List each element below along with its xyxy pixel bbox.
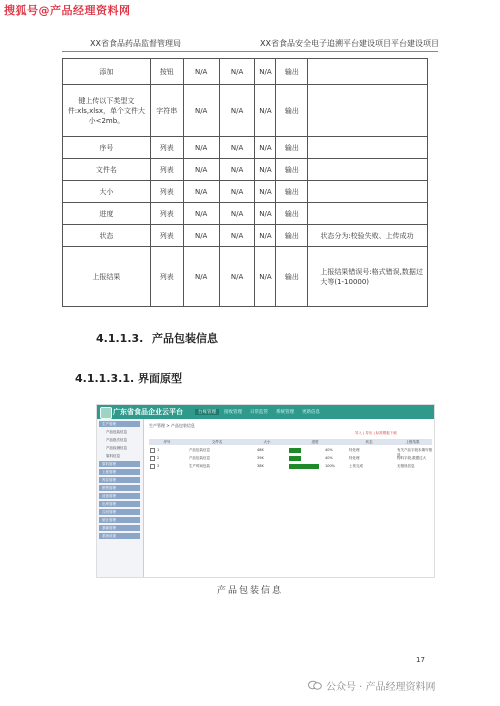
app-sidebar	[97, 419, 144, 577]
section-number: 4.1.1.3.1.	[75, 372, 135, 385]
spec-cell-c3: N/A	[183, 59, 219, 85]
cell-pct: 40%	[325, 448, 333, 452]
spec-cell-c3: N/A	[183, 159, 219, 181]
cell-size: 39K	[257, 456, 264, 460]
sidebar-item[interactable]: 产品检测信息	[106, 446, 127, 450]
sidebar-item[interactable]: 基础管理	[99, 525, 140, 531]
header-rule	[62, 51, 438, 52]
spec-cell-c1: 键上传以下类型文件:xls,xlsx，单个文件大小<2mb。	[63, 85, 151, 137]
sidebar-item[interactable]: 产品包装信息	[106, 430, 127, 434]
spec-row	[63, 181, 428, 203]
app-title: 广东省食品企业云平台	[113, 408, 183, 416]
header-left: XX省食品药品监督管理局	[90, 39, 181, 48]
spec-cell-c7	[308, 137, 428, 159]
spec-cell-c2: 按钮	[150, 59, 183, 85]
section-number: 4.1.1.3.	[96, 332, 144, 345]
progress-bar	[289, 456, 301, 461]
column-header[interactable]: 序号	[149, 439, 185, 445]
spec-cell-c3: N/A	[183, 247, 219, 307]
cell-file: 产品包装信息	[189, 456, 210, 460]
spec-row	[63, 225, 428, 247]
cell-status: 待处理	[349, 448, 360, 452]
section-title: 界面原型	[138, 372, 183, 385]
tab-system[interactable]: 系统管理	[276, 410, 294, 415]
sidebar-item[interactable]: 原料信息	[106, 454, 120, 458]
spec-cell-c4: N/A	[219, 181, 255, 203]
spec-cell-c4: N/A	[219, 137, 255, 159]
sidebar-item[interactable]: 系统设置	[99, 533, 140, 539]
spec-cell-c1: 上报结果	[63, 247, 151, 307]
sidebar-item[interactable]: 库存管理	[99, 477, 140, 483]
page-number: 17	[416, 656, 425, 664]
import-export-toolbar[interactable]: 导入 | 导出 | 标准模板下载	[355, 431, 397, 435]
cell-n: 1	[157, 448, 160, 452]
spec-cell-c7	[308, 59, 428, 85]
progress-bar	[289, 448, 301, 453]
tab-supervision[interactable]: 日常监管	[250, 410, 268, 415]
breadcrumb: 生产管理 > 产品包装信息	[149, 423, 195, 428]
spec-row	[63, 203, 428, 225]
figure-caption: 产品包装信息	[216, 586, 283, 596]
spec-cell-c3: N/A	[183, 137, 219, 159]
spec-cell-c1: 文件名	[63, 159, 151, 181]
row-checkbox[interactable]	[150, 448, 155, 453]
spec-cell-c7	[308, 203, 428, 225]
spec-cell-c1: 序号	[63, 137, 151, 159]
spec-cell-c4: N/A	[219, 59, 255, 85]
column-header[interactable]: 状态	[345, 439, 393, 445]
cell-size: 38K	[257, 464, 264, 468]
column-header[interactable]: 文件名	[185, 439, 249, 445]
spec-cell-c2: 列表	[150, 181, 183, 203]
column-header[interactable]: 大小	[249, 439, 285, 445]
cell-n: 2	[157, 456, 160, 460]
sidebar-item[interactable]: 产品批次信息	[106, 438, 127, 442]
spec-cell-c2: 列表	[150, 159, 183, 181]
spec-cell-c1: 添加	[63, 59, 151, 85]
cell-pct: 100%	[325, 464, 336, 468]
column-header[interactable]: 进度	[285, 439, 345, 445]
row-checkbox[interactable]	[150, 464, 155, 469]
cell-file: 生产时间包装	[189, 464, 210, 468]
spec-cell-c7	[308, 159, 428, 181]
spec-cell-c5: N/A	[255, 85, 276, 137]
spec-cell-c5: N/A	[255, 159, 276, 181]
spec-cell-c4: N/A	[219, 203, 255, 225]
cell-n: 3	[157, 464, 160, 468]
spec-cell-c3: N/A	[183, 85, 219, 137]
spec-cell-c6: 输出	[276, 85, 308, 137]
spec-cell-c1: 大小	[63, 181, 151, 203]
spec-cell-c7	[308, 181, 428, 203]
spec-row	[63, 137, 428, 159]
spec-cell-c4: N/A	[219, 247, 255, 307]
sidebar-item[interactable]: 召回管理	[99, 509, 140, 515]
app-topbar	[97, 405, 434, 419]
sidebar-item[interactable]: 设备管理	[99, 493, 140, 499]
spec-cell-c2: 列表	[150, 225, 183, 247]
sidebar-item[interactable]: 上报管理	[99, 469, 140, 475]
wechat-icon	[308, 680, 322, 690]
watermark-bottom: 公众号 · 产品经理资料网	[326, 682, 436, 693]
spec-cell-c2: 列表	[150, 137, 183, 159]
spec-cell-c1: 进度	[63, 203, 151, 225]
sidebar-item[interactable]: 统计管理	[99, 517, 140, 523]
cell-status: 待处理	[349, 456, 360, 460]
cell-result: 无错误信息	[397, 464, 415, 468]
spec-cell-c5: N/A	[255, 247, 276, 307]
spec-cell-c5: N/A	[255, 137, 276, 159]
progress-bar	[289, 464, 319, 469]
section-heading-ui-prototype	[75, 370, 182, 386]
cell-result: 有关产品字段未填写错误	[397, 448, 432, 457]
prototype-screenshot	[97, 405, 434, 577]
spec-cell-c2: 列表	[150, 247, 183, 307]
spec-cell-c4: N/A	[219, 159, 255, 181]
watermark-top: 搜狐号@产品经理资料网	[4, 4, 131, 17]
header-right: XX省食品安全电子追溯平台建设项目平台建设项目	[260, 39, 439, 48]
section-title: 产品包装信息	[152, 332, 218, 345]
table-row[interactable]	[149, 447, 432, 457]
table-row[interactable]	[149, 455, 432, 462]
spec-cell-c2: 列表	[150, 203, 183, 225]
sidebar-item[interactable]: 销售管理	[99, 485, 140, 491]
spec-cell-c2: 字符串	[150, 85, 183, 137]
column-header[interactable]: 上报结果	[393, 439, 432, 445]
tab-receive[interactable]: 接收管理	[224, 410, 242, 415]
spec-cell-c7: 上报结果错误号:格式错误,数据过大等(1-10000)	[308, 247, 428, 307]
spec-cell-c6: 输出	[276, 159, 308, 181]
table-row[interactable]	[149, 463, 432, 470]
spec-cell-c7: 状态分为:校验失败、上传成功	[308, 225, 428, 247]
cell-status: 上传完成	[349, 464, 363, 468]
spec-cell-c6: 输出	[276, 203, 308, 225]
spec-cell-c5: N/A	[255, 225, 276, 247]
spec-cell-c3: N/A	[183, 203, 219, 225]
cell-pct: 40%	[325, 456, 333, 460]
spec-cell-c5: N/A	[255, 203, 276, 225]
logo-icon	[100, 407, 112, 419]
spec-cell-c7	[308, 85, 428, 137]
spec-row	[63, 59, 428, 85]
spec-cell-c6: 输出	[276, 59, 308, 85]
sidebar-item[interactable]: 原料管理	[99, 461, 140, 467]
spec-cell-c4: N/A	[219, 85, 255, 137]
spec-cell-c6: 输出	[276, 225, 308, 247]
sidebar-item[interactable]: 生产管理	[99, 421, 140, 427]
tab-update[interactable]: 更新信息	[302, 410, 320, 415]
cell-result: 物料字段,数据过大	[397, 456, 427, 460]
spec-cell-c3: N/A	[183, 181, 219, 203]
cell-size: 48K	[257, 448, 264, 452]
spec-cell-c5: N/A	[255, 59, 276, 85]
spec-cell-c6: 输出	[276, 247, 308, 307]
sidebar-item[interactable]: 出库管理	[99, 501, 140, 507]
spec-cell-c3: N/A	[183, 225, 219, 247]
cell-file: 产品包装信息	[189, 448, 210, 452]
spec-cell-c6: 输出	[276, 137, 308, 159]
tab-ledger[interactable]: 台账管理	[195, 409, 219, 415]
row-checkbox[interactable]	[150, 456, 155, 461]
spec-cell-c1: 状态	[63, 225, 151, 247]
spec-row	[63, 159, 428, 181]
section-heading-product-packaging	[96, 330, 218, 346]
app-main	[145, 419, 434, 577]
spec-row	[63, 85, 428, 137]
spec-cell-c6: 输出	[276, 181, 308, 203]
spec-table	[62, 58, 428, 307]
spec-cell-c4: N/A	[219, 225, 255, 247]
spec-row	[63, 247, 428, 307]
spec-cell-c5: N/A	[255, 181, 276, 203]
